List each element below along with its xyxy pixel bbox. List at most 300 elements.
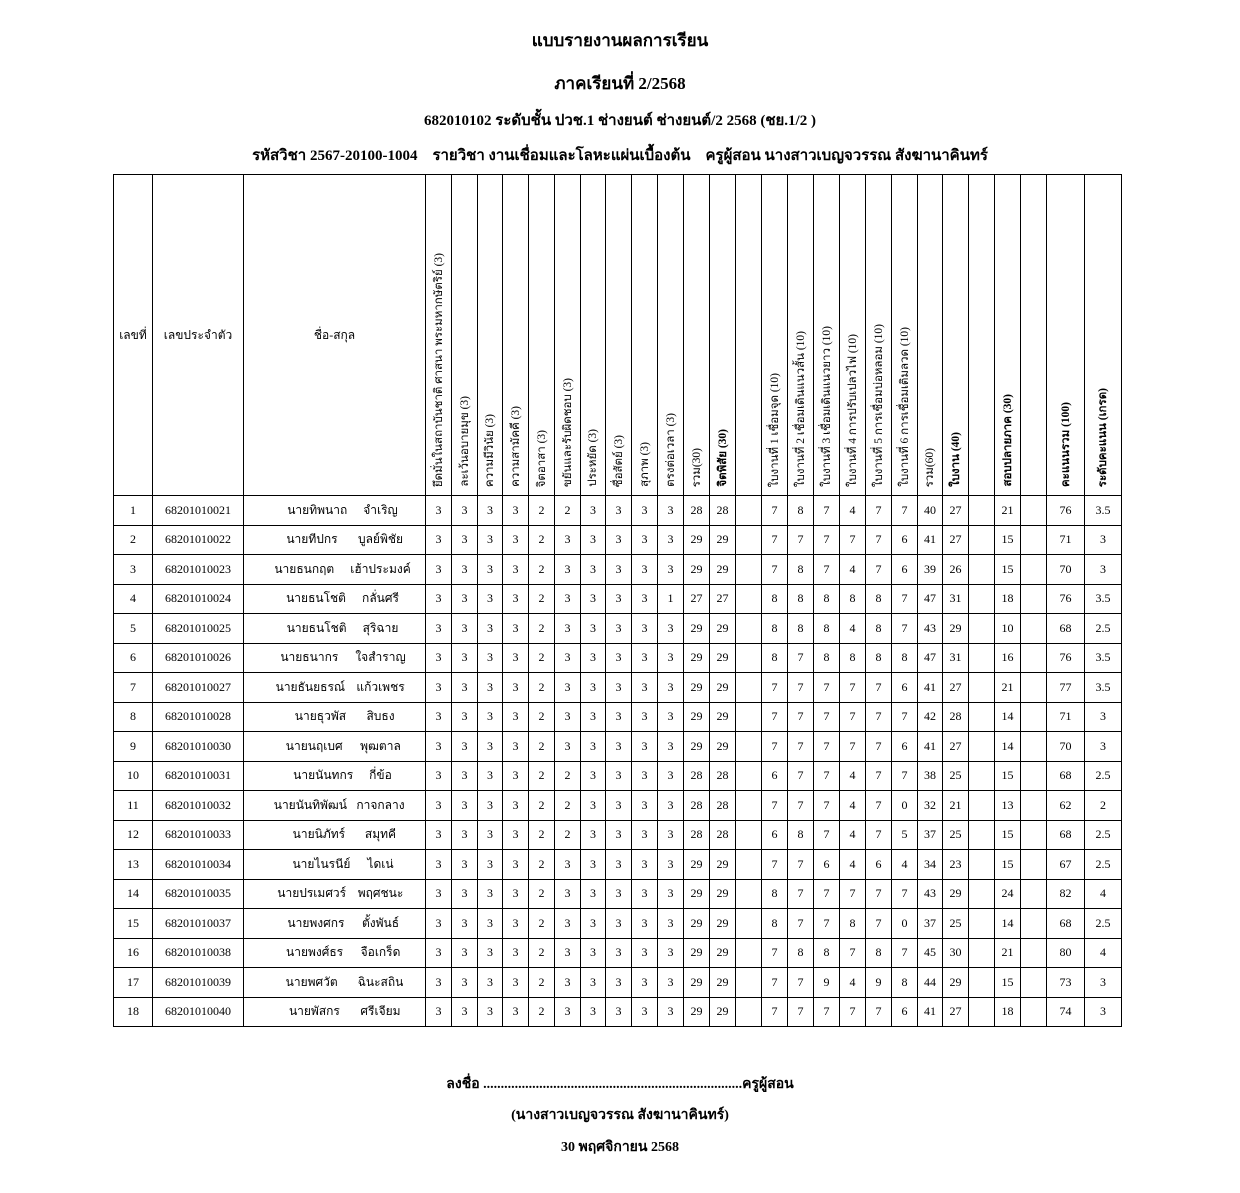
empty-cell xyxy=(1021,850,1047,880)
worksheet-score: 7 xyxy=(866,791,892,821)
attitude-score: 3 xyxy=(581,614,606,644)
table-row xyxy=(114,496,1122,526)
worksheet-score: 7 xyxy=(788,525,814,555)
attitude-score: 1 xyxy=(658,584,684,614)
worksheet-score: 8 xyxy=(788,555,814,585)
attitude-score: 2 xyxy=(529,643,555,673)
worksheet-score: 4 xyxy=(892,850,918,880)
attitude-weighted: 29 xyxy=(710,673,736,703)
attitude-score: 3 xyxy=(606,879,632,909)
teacher-name: ครูผู้สอน นางสาวเบญจวรรณ สังฆานาคินทร์ xyxy=(705,148,988,164)
row-number: 8 xyxy=(114,702,153,732)
attitude-sum: 29 xyxy=(684,702,710,732)
worksheet-score: 8 xyxy=(840,584,866,614)
column-header-label: คะแนนรวม (100) xyxy=(1059,401,1072,487)
worksheet-score: 8 xyxy=(892,968,918,998)
subject-code: รหัสวิชา 2567-20100-1004 xyxy=(252,148,418,164)
table-row xyxy=(114,997,1122,1027)
attitude-score: 3 xyxy=(503,791,529,821)
attitude-score: 2 xyxy=(529,496,555,526)
worksheet-sum: 37 xyxy=(918,820,943,850)
worksheet-score: 8 xyxy=(840,909,866,939)
attitude-score: 3 xyxy=(426,909,452,939)
attitude-score: 2 xyxy=(555,820,581,850)
worksheet-weighted: 31 xyxy=(943,584,969,614)
worksheet-score: 7 xyxy=(788,850,814,880)
column-header-25 xyxy=(995,175,1021,496)
attitude-weighted: 29 xyxy=(710,997,736,1027)
attitude-score: 3 xyxy=(452,938,478,968)
attitude-score: 3 xyxy=(632,938,658,968)
attitude-score: 3 xyxy=(555,968,581,998)
worksheet-score: 6 xyxy=(762,820,788,850)
attitude-sum: 29 xyxy=(684,997,710,1027)
class-info: 682010102 ระดับชั้น ปวช.1 ช่างยนต์ ช่างยนต์/2 2568 (ชย.1/2 ) xyxy=(424,113,816,129)
column-header-23 xyxy=(943,175,969,496)
student-id: 68201010033 xyxy=(153,820,244,850)
worksheet-weighted: 27 xyxy=(943,673,969,703)
empty-cell xyxy=(969,938,995,968)
grade: 2.5 xyxy=(1085,761,1122,791)
last-name: ตั้งพันธ์ xyxy=(361,915,400,930)
attitude-score: 3 xyxy=(426,673,452,703)
worksheet-score: 7 xyxy=(788,791,814,821)
last-name: บูลย์พิชัย xyxy=(357,532,404,547)
attitude-weighted: 29 xyxy=(710,555,736,585)
signer-name: (นางสาวเบญจวรรณ สังฆานาคินทร์) xyxy=(511,1108,729,1123)
worksheet-score: 7 xyxy=(866,732,892,762)
attitude-score: 3 xyxy=(632,850,658,880)
attitude-score: 3 xyxy=(606,732,632,762)
column-header-label: ซื่อสัตย์ (3) xyxy=(612,434,625,487)
empty-cell xyxy=(736,673,762,703)
attitude-score: 3 xyxy=(555,732,581,762)
worksheet-score: 8 xyxy=(814,584,840,614)
worksheet-weighted: 27 xyxy=(943,496,969,526)
attitude-score: 3 xyxy=(452,525,478,555)
column-header-label: ชื่อ-สกุล xyxy=(313,327,356,342)
column-header-label: ตรงต่อเวลา (3) xyxy=(664,413,677,487)
worksheet-score: 7 xyxy=(762,496,788,526)
table-row xyxy=(114,614,1122,644)
column-header-20 xyxy=(866,175,892,496)
column-header-label: ใบงานที่ 5 การเชื่อมบ่อหลอม (10) xyxy=(872,323,885,487)
last-name: เฮ้าประมงค์ xyxy=(350,561,411,576)
attitude-score: 3 xyxy=(555,702,581,732)
column-header-22 xyxy=(918,175,943,496)
worksheet-score: 4 xyxy=(840,791,866,821)
report-title: แบบรายงานผลการเรียน xyxy=(531,31,709,50)
attitude-score: 3 xyxy=(452,584,478,614)
final-exam-score: 18 xyxy=(995,584,1021,614)
attitude-score: 3 xyxy=(581,909,606,939)
column-header-16 xyxy=(762,175,788,496)
attitude-score: 3 xyxy=(581,820,606,850)
grade: 2.5 xyxy=(1085,909,1122,939)
worksheet-score: 7 xyxy=(866,525,892,555)
attitude-score: 3 xyxy=(555,584,581,614)
student-id: 68201010035 xyxy=(153,879,244,909)
first-name: นายนฤเบศ xyxy=(285,738,343,753)
attitude-score: 3 xyxy=(426,702,452,732)
column-header-4 xyxy=(452,175,478,496)
row-number: 10 xyxy=(114,761,153,791)
attitude-sum: 29 xyxy=(684,909,710,939)
attitude-score: 2 xyxy=(529,938,555,968)
student-id: 68201010034 xyxy=(153,850,244,880)
column-header-label: จิตพิสัย (30) xyxy=(716,429,729,487)
student-name xyxy=(244,938,426,968)
column-header-15 xyxy=(736,175,762,496)
grade: 3 xyxy=(1085,732,1122,762)
row-number: 1 xyxy=(114,496,153,526)
attitude-score: 3 xyxy=(658,909,684,939)
attitude-score: 3 xyxy=(606,673,632,703)
attitude-score: 3 xyxy=(452,761,478,791)
worksheet-score: 7 xyxy=(840,673,866,703)
attitude-score: 3 xyxy=(606,850,632,880)
semester-label: ภาคเรียนที่ 2/2568 xyxy=(554,74,686,93)
student-id: 68201010027 xyxy=(153,673,244,703)
empty-cell xyxy=(1021,791,1047,821)
empty-cell xyxy=(736,555,762,585)
attitude-score: 3 xyxy=(581,997,606,1027)
first-name: นายนิภัทร์ xyxy=(292,827,346,842)
final-exam-score: 21 xyxy=(995,496,1021,526)
attitude-score: 3 xyxy=(606,555,632,585)
student-name xyxy=(244,525,426,555)
table-body xyxy=(114,496,1122,1027)
column-header-label: ใบงาน (40) xyxy=(949,432,962,487)
worksheet-score: 7 xyxy=(788,909,814,939)
attitude-score: 3 xyxy=(426,761,452,791)
attitude-score: 3 xyxy=(555,879,581,909)
empty-cell xyxy=(1021,732,1047,762)
empty-cell xyxy=(1021,584,1047,614)
attitude-sum: 28 xyxy=(684,791,710,821)
attitude-score: 3 xyxy=(606,584,632,614)
worksheet-score: 7 xyxy=(762,997,788,1027)
total-score: 68 xyxy=(1047,614,1085,644)
attitude-score: 3 xyxy=(555,525,581,555)
worksheet-weighted: 27 xyxy=(943,732,969,762)
first-name: นายทิพนาถ xyxy=(287,502,348,517)
empty-cell xyxy=(736,614,762,644)
row-number: 2 xyxy=(114,525,153,555)
attitude-score: 3 xyxy=(606,496,632,526)
empty-cell xyxy=(1021,909,1047,939)
attitude-score: 3 xyxy=(503,584,529,614)
attitude-score: 3 xyxy=(452,879,478,909)
first-name: นายไนรนีย์ xyxy=(292,856,351,871)
attitude-score: 3 xyxy=(658,879,684,909)
worksheet-score: 8 xyxy=(788,614,814,644)
student-id: 68201010038 xyxy=(153,938,244,968)
first-name: นายธนกฤต xyxy=(274,561,335,576)
empty-cell xyxy=(969,761,995,791)
column-header-1 xyxy=(153,175,244,496)
attitude-score: 3 xyxy=(452,614,478,644)
attitude-score: 3 xyxy=(632,761,658,791)
grade-table xyxy=(113,174,1122,1027)
attitude-score: 3 xyxy=(452,968,478,998)
attitude-score: 3 xyxy=(478,997,503,1027)
attitude-score: 3 xyxy=(478,761,503,791)
attitude-score: 3 xyxy=(632,555,658,585)
attitude-score: 2 xyxy=(529,968,555,998)
worksheet-score: 7 xyxy=(840,732,866,762)
column-header-7 xyxy=(529,175,555,496)
attitude-sum: 29 xyxy=(684,732,710,762)
first-name: นายพศวัต xyxy=(285,974,338,989)
attitude-weighted: 29 xyxy=(710,879,736,909)
attitude-score: 3 xyxy=(632,820,658,850)
student-id: 68201010028 xyxy=(153,702,244,732)
student-name xyxy=(244,850,426,880)
worksheet-score: 8 xyxy=(762,909,788,939)
table-row xyxy=(114,732,1122,762)
worksheet-sum: 44 xyxy=(918,968,943,998)
last-name: จำเริญ xyxy=(363,502,398,517)
attitude-score: 3 xyxy=(503,673,529,703)
attitude-score: 2 xyxy=(529,732,555,762)
attitude-score: 2 xyxy=(529,702,555,732)
worksheet-score: 7 xyxy=(866,555,892,585)
final-exam-score: 15 xyxy=(995,820,1021,850)
attitude-score: 3 xyxy=(632,525,658,555)
worksheet-score: 6 xyxy=(762,761,788,791)
grade: 2.5 xyxy=(1085,820,1122,850)
column-header-label: ใบงานที่ 4 การปรับเปลวไฟ (10) xyxy=(846,334,859,487)
last-name: แก้วเพชร xyxy=(356,679,405,694)
attitude-score: 3 xyxy=(581,761,606,791)
last-name: กลั่นศรี xyxy=(362,591,399,606)
worksheet-score: 7 xyxy=(866,673,892,703)
empty-cell xyxy=(1021,702,1047,732)
student-name xyxy=(244,496,426,526)
row-number: 7 xyxy=(114,673,153,703)
attitude-score: 3 xyxy=(606,761,632,791)
empty-cell xyxy=(969,525,995,555)
column-header-label: เลขประจำตัว xyxy=(163,327,233,342)
attitude-score: 3 xyxy=(478,555,503,585)
attitude-score: 3 xyxy=(606,614,632,644)
attitude-sum: 28 xyxy=(684,820,710,850)
table-row xyxy=(114,525,1122,555)
attitude-score: 3 xyxy=(555,673,581,703)
empty-cell xyxy=(1021,643,1047,673)
student-name xyxy=(244,555,426,585)
empty-cell xyxy=(736,584,762,614)
column-header-27 xyxy=(1047,175,1085,496)
attitude-score: 3 xyxy=(581,555,606,585)
row-number: 3 xyxy=(114,555,153,585)
attitude-score: 3 xyxy=(632,879,658,909)
attitude-score: 3 xyxy=(555,614,581,644)
first-name: นายธนโชติ xyxy=(286,620,347,635)
student-id: 68201010030 xyxy=(153,732,244,762)
row-number: 5 xyxy=(114,614,153,644)
student-name xyxy=(244,584,426,614)
total-score: 76 xyxy=(1047,496,1085,526)
column-header-19 xyxy=(840,175,866,496)
worksheet-score: 8 xyxy=(892,643,918,673)
worksheet-sum: 42 xyxy=(918,702,943,732)
attitude-score: 3 xyxy=(658,702,684,732)
student-name xyxy=(244,820,426,850)
column-header-14 xyxy=(710,175,736,496)
attitude-score: 3 xyxy=(555,938,581,968)
worksheet-sum: 43 xyxy=(918,614,943,644)
attitude-weighted: 28 xyxy=(710,496,736,526)
column-header-11 xyxy=(632,175,658,496)
grade: 3 xyxy=(1085,555,1122,585)
grade: 3.5 xyxy=(1085,496,1122,526)
worksheet-weighted: 25 xyxy=(943,761,969,791)
final-exam-score: 15 xyxy=(995,761,1021,791)
attitude-score: 3 xyxy=(426,555,452,585)
worksheet-weighted: 29 xyxy=(943,879,969,909)
attitude-score: 2 xyxy=(529,997,555,1027)
total-score: 70 xyxy=(1047,732,1085,762)
attitude-score: 3 xyxy=(606,909,632,939)
worksheet-score: 4 xyxy=(840,968,866,998)
column-header-label: เลขที่ xyxy=(119,327,147,342)
attitude-score: 3 xyxy=(426,938,452,968)
worksheet-sum: 34 xyxy=(918,850,943,880)
worksheet-score: 8 xyxy=(814,643,840,673)
attitude-score: 3 xyxy=(632,702,658,732)
worksheet-sum: 41 xyxy=(918,673,943,703)
worksheet-score: 4 xyxy=(840,614,866,644)
attitude-score: 3 xyxy=(581,850,606,880)
attitude-score: 3 xyxy=(581,732,606,762)
attitude-score: 3 xyxy=(478,879,503,909)
empty-cell xyxy=(736,791,762,821)
empty-cell xyxy=(1021,968,1047,998)
empty-cell xyxy=(1021,879,1047,909)
attitude-score: 3 xyxy=(478,643,503,673)
worksheet-score: 7 xyxy=(892,879,918,909)
attitude-score: 2 xyxy=(555,496,581,526)
empty-cell xyxy=(736,850,762,880)
empty-cell xyxy=(1021,938,1047,968)
attitude-score: 3 xyxy=(503,702,529,732)
final-exam-score: 10 xyxy=(995,614,1021,644)
column-header-3 xyxy=(426,175,452,496)
worksheet-weighted: 25 xyxy=(943,820,969,850)
worksheet-score: 8 xyxy=(762,879,788,909)
grade: 3 xyxy=(1085,997,1122,1027)
student-id: 68201010031 xyxy=(153,761,244,791)
empty-cell xyxy=(736,732,762,762)
worksheet-score: 7 xyxy=(866,820,892,850)
attitude-score: 3 xyxy=(581,673,606,703)
attitude-score: 2 xyxy=(529,614,555,644)
worksheet-score: 7 xyxy=(866,702,892,732)
worksheet-score: 7 xyxy=(892,761,918,791)
attitude-score: 3 xyxy=(452,732,478,762)
student-id: 68201010039 xyxy=(153,968,244,998)
worksheet-score: 8 xyxy=(840,643,866,673)
empty-cell xyxy=(969,732,995,762)
empty-cell xyxy=(969,584,995,614)
attitude-score: 3 xyxy=(478,820,503,850)
grade: 3 xyxy=(1085,968,1122,998)
column-header-label: ความสามัคคี (3) xyxy=(509,406,522,487)
worksheet-score: 4 xyxy=(840,850,866,880)
attitude-weighted: 29 xyxy=(710,732,736,762)
attitude-score: 3 xyxy=(658,850,684,880)
row-number: 18 xyxy=(114,997,153,1027)
worksheet-score: 7 xyxy=(892,938,918,968)
column-header-6 xyxy=(503,175,529,496)
column-header-10 xyxy=(606,175,632,496)
attitude-score: 3 xyxy=(632,968,658,998)
worksheet-score: 7 xyxy=(788,702,814,732)
worksheet-score: 0 xyxy=(892,909,918,939)
column-header-label: ใบงานที่ 1 เชื่อมจุด (10) xyxy=(768,372,781,487)
worksheet-sum: 40 xyxy=(918,496,943,526)
worksheet-score: 8 xyxy=(788,938,814,968)
final-exam-score: 14 xyxy=(995,909,1021,939)
attitude-sum: 28 xyxy=(684,496,710,526)
worksheet-score: 7 xyxy=(814,732,840,762)
empty-cell xyxy=(736,761,762,791)
column-header-5 xyxy=(478,175,503,496)
empty-cell xyxy=(736,879,762,909)
worksheet-weighted: 26 xyxy=(943,555,969,585)
attitude-score: 3 xyxy=(426,997,452,1027)
attitude-score: 3 xyxy=(581,791,606,821)
attitude-score: 3 xyxy=(426,820,452,850)
attitude-score: 3 xyxy=(658,643,684,673)
attitude-score: 3 xyxy=(503,732,529,762)
attitude-score: 3 xyxy=(452,643,478,673)
worksheet-score: 7 xyxy=(866,496,892,526)
worksheet-sum: 47 xyxy=(918,584,943,614)
attitude-score: 3 xyxy=(658,673,684,703)
attitude-score: 2 xyxy=(529,850,555,880)
empty-cell xyxy=(1021,525,1047,555)
worksheet-score: 7 xyxy=(892,702,918,732)
worksheet-score: 5 xyxy=(892,820,918,850)
student-name xyxy=(244,761,426,791)
worksheet-score: 9 xyxy=(866,968,892,998)
worksheet-score: 8 xyxy=(866,643,892,673)
empty-cell xyxy=(969,820,995,850)
student-id: 68201010025 xyxy=(153,614,244,644)
last-name: สมุทคี xyxy=(364,827,397,842)
attitude-score: 3 xyxy=(426,614,452,644)
attitude-score: 3 xyxy=(555,997,581,1027)
last-name: ฉินะสถิน xyxy=(357,974,404,989)
worksheet-score: 7 xyxy=(840,997,866,1027)
total-score: 71 xyxy=(1047,525,1085,555)
table-row xyxy=(114,909,1122,939)
final-exam-score: 16 xyxy=(995,643,1021,673)
attitude-score: 3 xyxy=(503,997,529,1027)
attitude-sum: 29 xyxy=(684,968,710,998)
column-header-label: สุภาพ (3) xyxy=(638,442,651,487)
worksheet-score: 7 xyxy=(840,938,866,968)
worksheet-sum: 41 xyxy=(918,732,943,762)
attitude-sum: 27 xyxy=(684,584,710,614)
row-number: 12 xyxy=(114,820,153,850)
first-name: นายพงศกร xyxy=(287,915,345,930)
last-name: ศรีเจียม xyxy=(360,1004,401,1019)
final-exam-score: 15 xyxy=(995,525,1021,555)
